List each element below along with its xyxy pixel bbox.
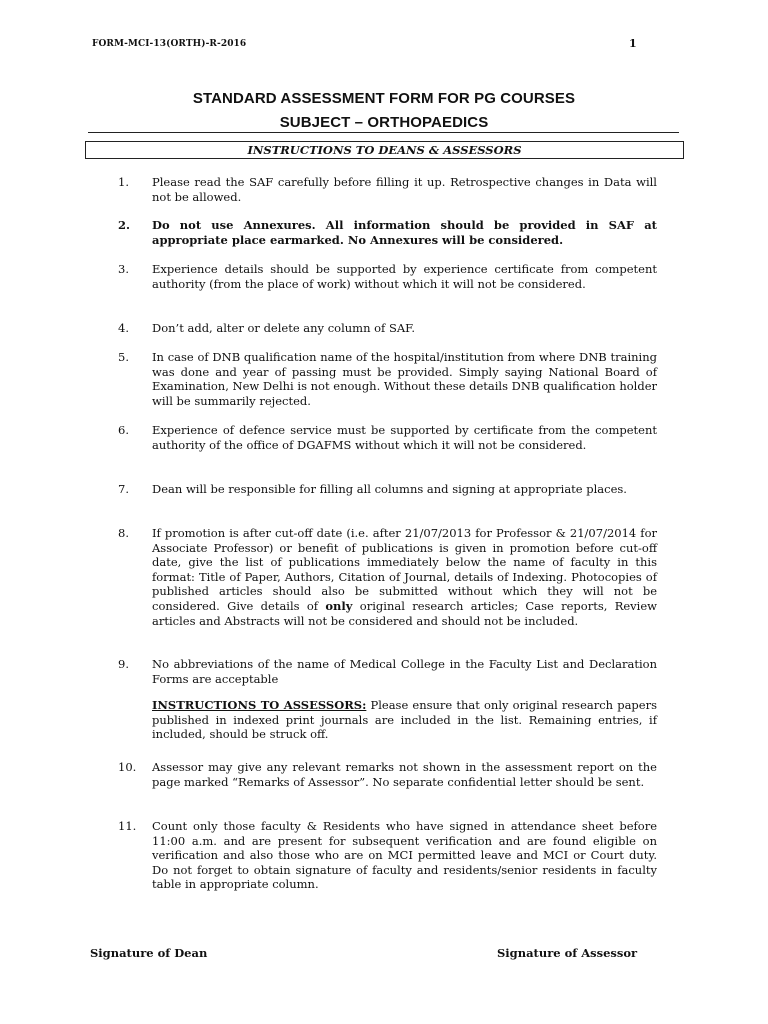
title-divider	[88, 132, 679, 133]
item-number: 5.	[118, 350, 129, 364]
item-number: 3.	[118, 262, 129, 276]
item-number: 1.	[118, 175, 129, 189]
item-number: 7.	[118, 482, 129, 496]
assessor-instructions-heading: INSTRUCTIONS TO ASSESSORS:	[152, 698, 367, 712]
assessor-instructions	[152, 698, 657, 742]
form-code: FORM-MCI-13(ORTH)-R-2016	[92, 39, 247, 49]
page-number: 1	[629, 37, 637, 50]
item-number: 10.	[118, 760, 137, 774]
item-text: In case of DNB qualification name of the hospital/institution from where DNB training was done and year of passing must be provided. Simply saying National Board of Examination, New Delhi is not enough. Without these details DNB qualification holder will be summarily rejected.	[152, 350, 657, 408]
item-text: Do not use Annexures. All information should be provided in SAF at appropriate place earmarked. No Annexures will be considered.	[152, 218, 657, 247]
page-subtitle: SUBJECT – ORTHOPAEDICS	[279, 114, 489, 131]
assessor-instructions-text: Please ensure that only original research papers published in indexed print journals are included in the list. Remaining entries, if included, should be struck off.	[152, 698, 658, 742]
item-text: Experience of defence service must be supported by certificate from the competent authority of the office of DGAFMS without which it will not be considered.	[152, 423, 657, 452]
item-text: Dean will be responsible for filling all columns and signing at appropriate places.	[152, 482, 627, 496]
item-number: 11.	[118, 819, 137, 833]
item-text	[152, 526, 657, 628]
item-text: Please read the SAF carefully before filling it up. Retrospective changes in Data will not be allowed.	[152, 175, 657, 204]
item-text: Experience details should be supported by experience certificate from competent authority (from the place of work) without which it will not be considered.	[152, 262, 657, 291]
item-number: 9.	[118, 657, 129, 671]
dean-signature-label: Signature of Dean	[90, 946, 208, 960]
item-text: No abbreviations of the name of Medical College in the Faculty List and Declaration Forms are acceptable	[152, 657, 657, 686]
item-number: 8.	[118, 526, 129, 540]
item-text-part: original research articles; Case reports, Review articles and Abstracts will not be considered and should not be included.	[152, 598, 657, 628]
item-text-emphasis: only	[325, 598, 353, 613]
assessor-signature-label: Signature of Assessor	[497, 946, 638, 960]
item-text: Count only those faculty & Residents who have signed in attendance sheet before 11:00 a.m. and are present for subsequent verification and are found eligible on verification and also those who are on MCI permitted leave and MCI or Court duty. Do not forget to obtain signature of faculty and residents/senior residents in faculty table in appropriate column.	[152, 819, 657, 892]
item-text: Don’t add, alter or delete any column of SAF.	[152, 321, 415, 335]
instructions-heading: INSTRUCTIONS TO DEANS & ASSESSORS	[85, 141, 684, 159]
item-text-part: If promotion is after cut-off date (i.e. after 21/07/2013 for Professor & 21/07/2014 for Associate Professor) or benefit of publications is given in promotion before cut-off date, give the list of publications immediately below the name of faculty in this format: Title of Paper, Authors, Citation of Journal, details of Indexing. Photocopies of published articles should also be submitted without which they will not be considered. Give details of	[152, 526, 657, 613]
item-number: 2.	[118, 218, 131, 232]
page-title: STANDARD ASSESSMENT FORM FOR PG COURSES	[192, 90, 576, 107]
item-text: Assessor may give any relevant remarks not shown in the assessment report on the page marked “Remarks of Assessor”. No separate confidential letter should be sent.	[152, 760, 657, 789]
item-number: 6.	[118, 423, 129, 437]
item-number: 4.	[118, 321, 129, 335]
